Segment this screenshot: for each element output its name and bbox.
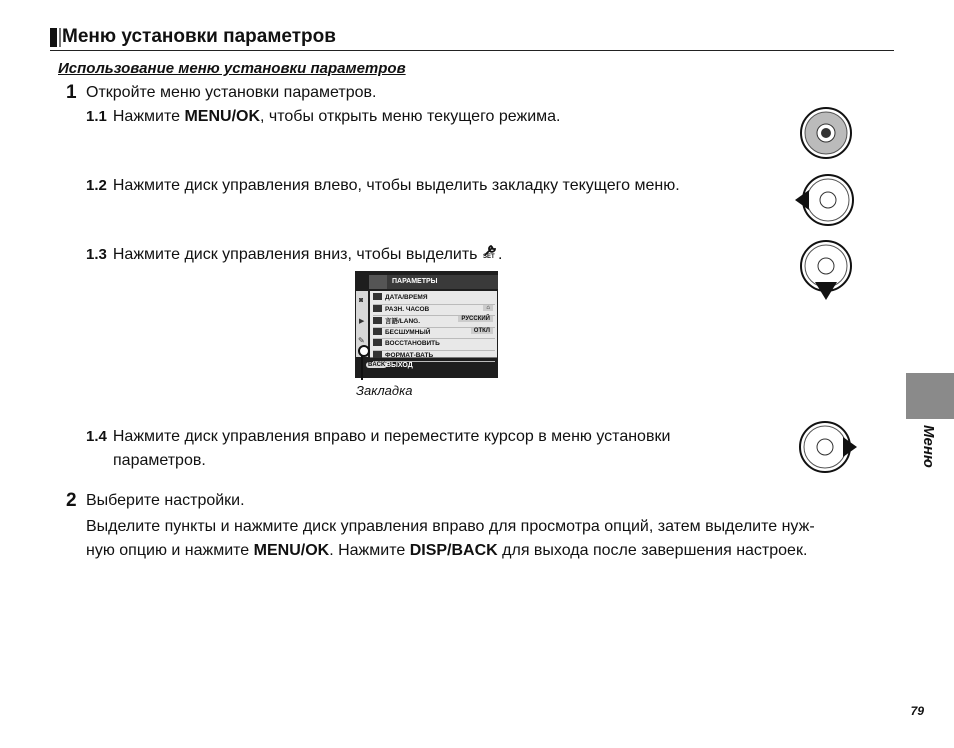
screen-menu-item xyxy=(373,339,495,351)
section-subtitle: Использование меню установки параметров xyxy=(58,60,406,77)
menu-item-label: БЕСШУМНЫЙ xyxy=(385,328,431,336)
menu-item-icon xyxy=(373,328,382,335)
caption-pointer-circle xyxy=(358,345,370,357)
screen-caption: Закладка xyxy=(356,383,413,398)
menu-item-value: ⌂ xyxy=(483,305,493,311)
step-1-3-post: . xyxy=(497,246,503,263)
menu-item-icon xyxy=(373,351,382,358)
control-dial-center-icon xyxy=(799,106,853,160)
menu-item-label: ВОССТАНОВИТЬ xyxy=(385,340,440,347)
menu-item-icon xyxy=(373,317,382,324)
side-tab-block xyxy=(906,373,954,419)
control-dial-left-icon xyxy=(793,172,855,228)
menu-item-label: ДАТА/ВРЕМЯ xyxy=(385,294,428,301)
menu-item-value: РУССКИЙ xyxy=(458,316,493,322)
back-button-icon: BACK xyxy=(368,362,386,368)
title-marker xyxy=(50,28,57,47)
step-1-4 xyxy=(86,425,670,473)
step-2-keyword-back: DISP/BACK xyxy=(409,542,498,559)
step-1-1 xyxy=(86,108,561,126)
step-2-line2-mid: . Нажмите xyxy=(329,542,410,559)
page-title: Меню установки параметров xyxy=(62,26,336,47)
wrench-set-icon xyxy=(482,244,498,262)
menu-item-label: 言語/LANG. xyxy=(385,318,421,325)
step-1-text: Откройте меню установки параметров. xyxy=(86,84,377,101)
tab-playback-icon: ▶ xyxy=(359,318,365,325)
screen-menu-item xyxy=(373,305,495,317)
step-1-3-number: 1.3 xyxy=(86,246,107,263)
step-1-4-line2: параметров. xyxy=(113,452,206,469)
screen-menu-item xyxy=(373,328,495,340)
screen-header: ПАРАМЕТРЫ xyxy=(392,278,438,285)
step-2-line2-post: для выхода после завершения настроек. xyxy=(497,542,808,559)
side-tab-label-area xyxy=(906,419,954,489)
side-tab-label: Меню xyxy=(920,425,937,468)
step-1-1-number: 1.1 xyxy=(86,108,107,125)
step-2-number: 2 xyxy=(66,490,77,511)
step-1-2 xyxy=(86,177,680,195)
step-2-keyword-menu: MENU/OK xyxy=(253,542,330,559)
step-1-1-keyword: MENU/OK xyxy=(184,108,261,125)
step-2-text: Выберите настройки. xyxy=(86,492,245,509)
step-1-2-text: Нажмите диск управления влево, чтобы выделить закладку текущего меню. xyxy=(112,177,680,194)
step-1-1-pre: Нажмите xyxy=(112,108,185,125)
menu-item-label: ФОРМАТ-ВАТЬ xyxy=(385,351,434,359)
step-1-1-post: , чтобы открыть меню текущего режима. xyxy=(260,108,561,125)
control-dial-down-icon xyxy=(799,240,853,302)
step-1-4-line1: Нажмите диск управления вправо и переместите курсор в меню установки xyxy=(112,428,671,445)
screen-menu-item xyxy=(373,293,495,305)
menu-item-value: ОТКЛ xyxy=(471,328,493,334)
step-2-body xyxy=(86,515,886,563)
step-1-3 xyxy=(86,244,502,264)
control-dial-right-icon xyxy=(799,420,859,474)
step-1-number: 1 xyxy=(66,82,77,103)
screen-footer-text: ВЫХОД xyxy=(386,362,413,369)
page-number: 79 xyxy=(910,704,924,718)
screen-menu-item xyxy=(373,316,495,328)
title-marker-thin xyxy=(59,28,61,47)
set-icon-label: SET xyxy=(482,254,495,260)
tab-setup-icon: ✎ xyxy=(358,336,365,345)
screen-menu-item xyxy=(373,351,495,363)
menu-item-icon xyxy=(373,293,382,300)
menu-item-icon xyxy=(373,339,382,346)
camera-screen xyxy=(355,271,498,378)
step-1-2-number: 1.2 xyxy=(86,177,107,194)
step-1-3-text: Нажмите диск управления вниз, чтобы выделить xyxy=(112,246,478,263)
tab-camera-icon: ◙ xyxy=(359,297,364,304)
step-1-4-number: 1.4 xyxy=(86,428,107,445)
step-2-line2-pre: ную опцию и нажмите xyxy=(86,542,254,559)
step-2-line1: Выделите пункты и нажмите диск управления вправо для просмотра опций, затем выделите нуж- xyxy=(86,518,815,535)
menu-item-icon xyxy=(373,305,382,312)
menu-item-label: РАЗН. ЧАСОВ xyxy=(385,305,430,313)
screen-menu-list xyxy=(373,293,495,362)
